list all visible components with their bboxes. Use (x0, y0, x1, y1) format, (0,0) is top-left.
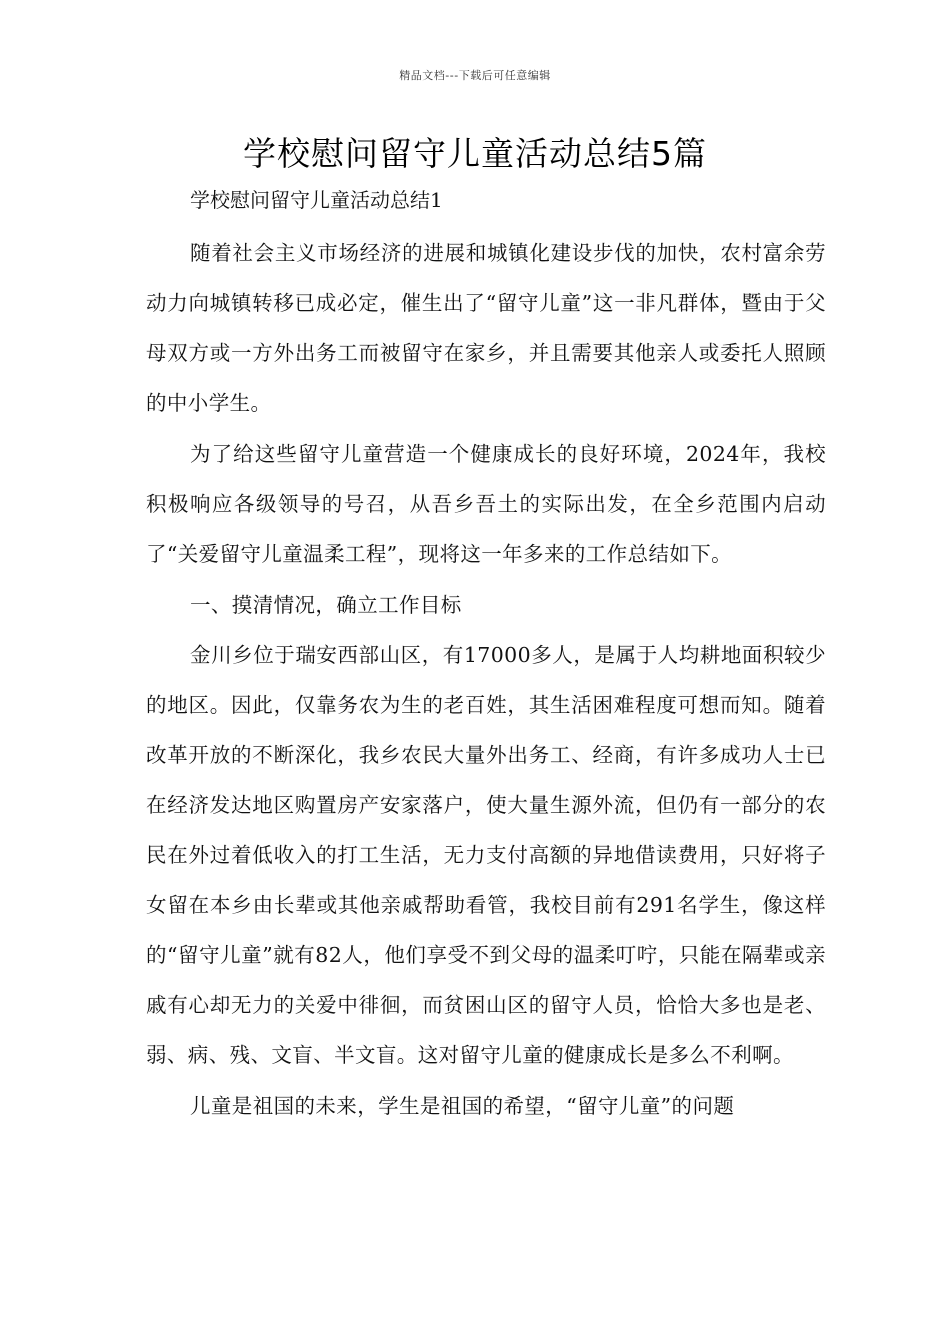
document-title: 学校慰问留守儿童活动总结5篇 (243, 134, 707, 173)
header-note: 精品文档---下载后可任意编辑 (399, 69, 551, 82)
section-heading-1: 一、摸清情况，确立工作目标 (190, 593, 462, 617)
paragraph-2: 为了给这些留守儿童营造一个健康成长的良好环境，2024年，我校积极响应各级领导的号召，从吾乡吾土的实际出发，在全乡范围内启动了“关爱留守儿童温柔工程”，现将这一年多来的工作总结如下。 (146, 442, 826, 566)
section-subtitle: 学校慰问留守儿童活动总结1 (190, 188, 443, 212)
paragraph-3: 金川乡位于瑞安西部山区，有17000多人，是属于人均耕地面积较少的地区。因此，仅靠务农为生的老百姓，其生活困难程度可想而知。随着改革开放的不断深化，我乡农民大量外出务工、经商，有许多成功人士已在经济发达地区购置房产安家落户，使大量生源外流，但仍有一部分的农民在外过着低收入的打工生活，无力支付高额的异地借读费用，只好将子女留在本乡由长辈或其他亲戚帮助看管，我校目前有291名学生，像这样的“留守儿童”就有82人，他们享受不到父母的温柔叮咛，只能在隔辈或亲戚有心却无力的关爱中徘徊，而贫困山区的留守人员，恰恰大多也是老、弱、病、残、文盲、半文盲。这对留守儿童的健康成长是多么不利啊。 (146, 643, 826, 1067)
paragraph-4: 儿童是祖国的未来，学生是祖国的希望，“留守儿童”的问题 (190, 1094, 735, 1118)
document-body (146, 180, 826, 1132)
paragraph-1: 随着社会主义市场经济的进展和城镇化建设步伐的加快，农村富余劳动力向城镇转移已成必定，催生出了“留守儿童”这一非凡群体，暨由于父母双方或一方外出务工而被留守在家乡，并且需要其他亲人或委托人照顾的中小学生。 (146, 241, 826, 415)
